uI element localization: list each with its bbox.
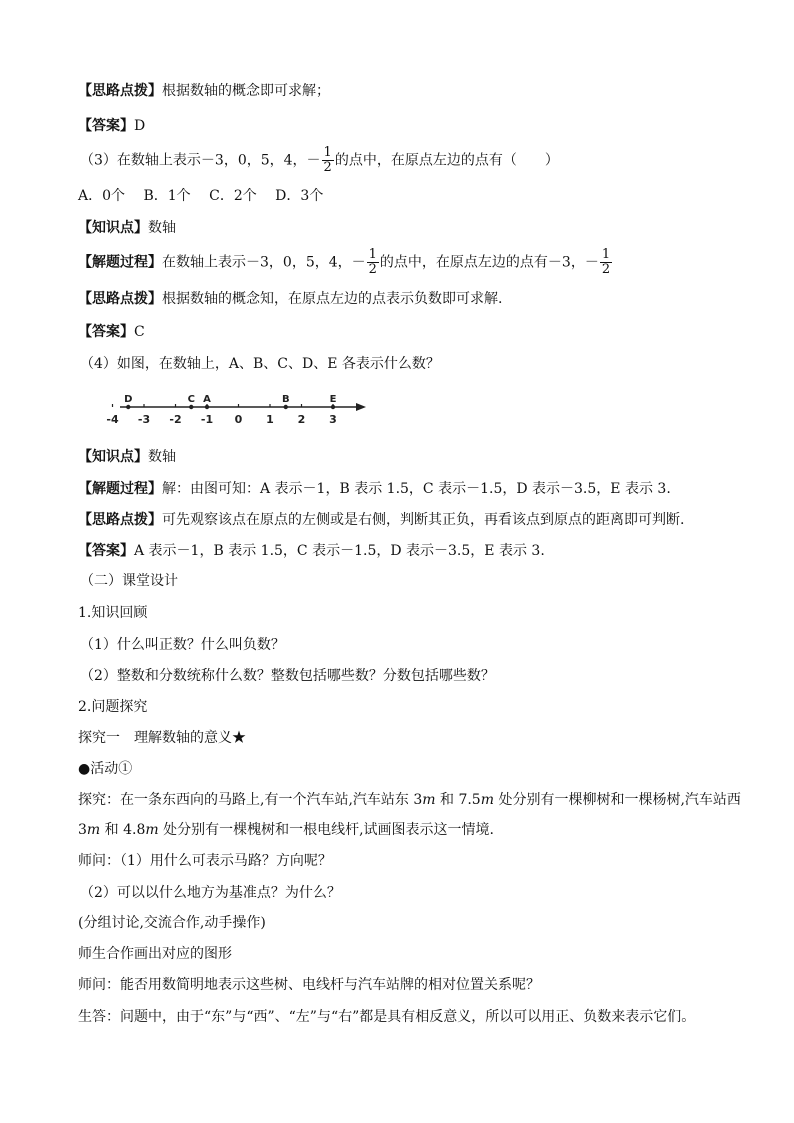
teacher-question-1: 师问：（1）用什么可表示马路？方向呢？: [78, 853, 332, 869]
section-head: 【解题过程】: [78, 254, 162, 271]
tick-label: 0: [234, 413, 243, 426]
text-part: 处分别有一棵柳树和一棵杨树,汽车站西: [494, 792, 741, 808]
unit-m: m: [480, 792, 494, 808]
axis-point: [331, 405, 335, 409]
question-text-end: 的点中，在原点左边的点有（ ）: [334, 152, 559, 169]
exploration-text-2: [78, 821, 494, 839]
question-4: [80, 355, 440, 373]
point-label: E: [329, 394, 337, 405]
fraction-half: $\frac{1}{2}$: [323, 145, 332, 175]
hint-text: 可先观察该点在原点的左侧或是右侧，判断其正负，再看该点到原点的距离即可判断.: [162, 512, 685, 528]
unit-m: m: [145, 822, 159, 838]
review-question-2: （2）整数和分数统称什么数？整数包括哪些数？分数包括哪些数？: [80, 668, 495, 684]
solution-text: 在数轴上表示－3，0，5，4，－: [162, 254, 366, 271]
point-label: B: [281, 394, 290, 405]
hint-line-2: [78, 290, 502, 308]
activity-note: (分组讨论,交流合作,动手操作): [78, 915, 266, 931]
activity-label: ●活动①: [78, 761, 133, 777]
point-label: A: [203, 394, 211, 405]
student-answer: 生答：问题中，由于“东”与“西”、“左”与“右”都是具有相反意义，所以可以用正、负数来表示它们。: [78, 1009, 696, 1025]
solution-text-mid: 的点中，在原点左边的点有－3，－: [379, 254, 599, 271]
knowledge-text: 数轴: [148, 220, 176, 236]
text-part: 和 4.8: [100, 822, 146, 838]
question-text: （4）如图，在数轴上，A、B、C、D、E 各表示什么数？: [80, 356, 440, 372]
tick-label: 3: [329, 413, 337, 426]
section-title: （二）课堂设计: [80, 573, 178, 589]
activity-step: 师生合作画出对应的图形: [78, 946, 232, 962]
section-head: 【知识点】: [78, 449, 148, 465]
text-part: 和 7.5: [435, 792, 481, 808]
axis-point: [284, 405, 288, 409]
fraction-half: $\frac{1}{2}$: [601, 247, 611, 277]
subsection-title: 2.问题探究: [78, 699, 148, 715]
fraction-half: $\frac{1}{2}$: [368, 247, 377, 277]
exploration-text-1: [78, 791, 741, 809]
question-text: （3）在数轴上表示－3，0，5，4，－: [80, 152, 321, 169]
section-head: 【思路点拨】: [78, 291, 162, 307]
answer-line-3: [78, 542, 545, 560]
question-3: [80, 146, 559, 175]
choices-line: [78, 187, 323, 205]
text-part: 探究：在一条东西向的马路上,有一个汽车站,汽车站东 3: [78, 792, 423, 808]
axis-arrow: [356, 403, 366, 411]
tick-label: -2: [169, 413, 182, 426]
point-label: C: [187, 394, 195, 405]
unit-m: m: [86, 822, 101, 838]
axis-point: [126, 405, 130, 409]
section-head: 【知识点】: [78, 220, 148, 236]
knowledge-text: 数轴: [148, 449, 176, 465]
tick-label: 1: [266, 413, 274, 426]
solution-line-1: [78, 248, 613, 277]
tick-label: -4: [106, 413, 119, 426]
answer-text: D: [134, 118, 146, 134]
knowledge-line-2: [78, 448, 176, 466]
axis-point: [189, 405, 193, 409]
answer-line-1: [78, 117, 145, 135]
teacher-question-3: 师问：能否用数简明地表示这些树、电线杆与汽车站牌的相对位置关系呢？: [78, 977, 540, 993]
tick-label: -1: [200, 413, 214, 426]
answer-text: C: [134, 324, 145, 340]
hint-text: 根据数轴的概念知，在原点左边的点表示负数即可求解.: [162, 291, 503, 307]
hint-line-1: [78, 82, 330, 100]
text-part: 处分别有一棵槐树和一根电线杆,试画图表示这一情境.: [158, 822, 495, 838]
axis-point: [205, 405, 209, 409]
unit-m: m: [422, 792, 436, 808]
answer-text: A 表示－1，B 表示 1.5，C 表示－1.5，D 表示－3.5，E 表示 3.: [134, 543, 545, 559]
hint-text: 根据数轴的概念即可求解；: [162, 83, 330, 99]
section-head: 【答案】: [78, 324, 134, 340]
knowledge-line-1: [78, 219, 176, 237]
teacher-question-2: （2）可以以什么地方为基准点？为什么？: [80, 885, 341, 901]
subsection-title: 1.知识回顾: [78, 605, 148, 621]
choices-text: A．0个 B．1个 C．2个 D．3个: [78, 188, 324, 204]
section-head: 【答案】: [78, 543, 134, 559]
solution-line-2: [78, 480, 671, 498]
exploration-title: 探究一 理解数轴的意义★: [78, 730, 246, 746]
tick-label: -3: [137, 413, 151, 426]
hint-line-3: [78, 511, 684, 529]
section-head: 【解题过程】: [78, 481, 162, 497]
review-question-1: （1）什么叫正数？什么叫负数？: [80, 637, 285, 653]
section-head: 【思路点拨】: [78, 512, 162, 528]
text-part: 3: [78, 822, 87, 838]
answer-line-2: [78, 323, 145, 341]
tick-label: 2: [297, 413, 306, 426]
point-label: D: [124, 394, 133, 405]
number-line-figure: [106, 386, 382, 430]
section-head: 【答案】: [78, 118, 134, 134]
section-head: 【思路点拨】: [78, 83, 162, 99]
solution-text: 解：由图可知：A 表示－1，B 表示 1.5，C 表示－1.5，D 表示－3.5，E 表示 3.: [162, 481, 671, 497]
